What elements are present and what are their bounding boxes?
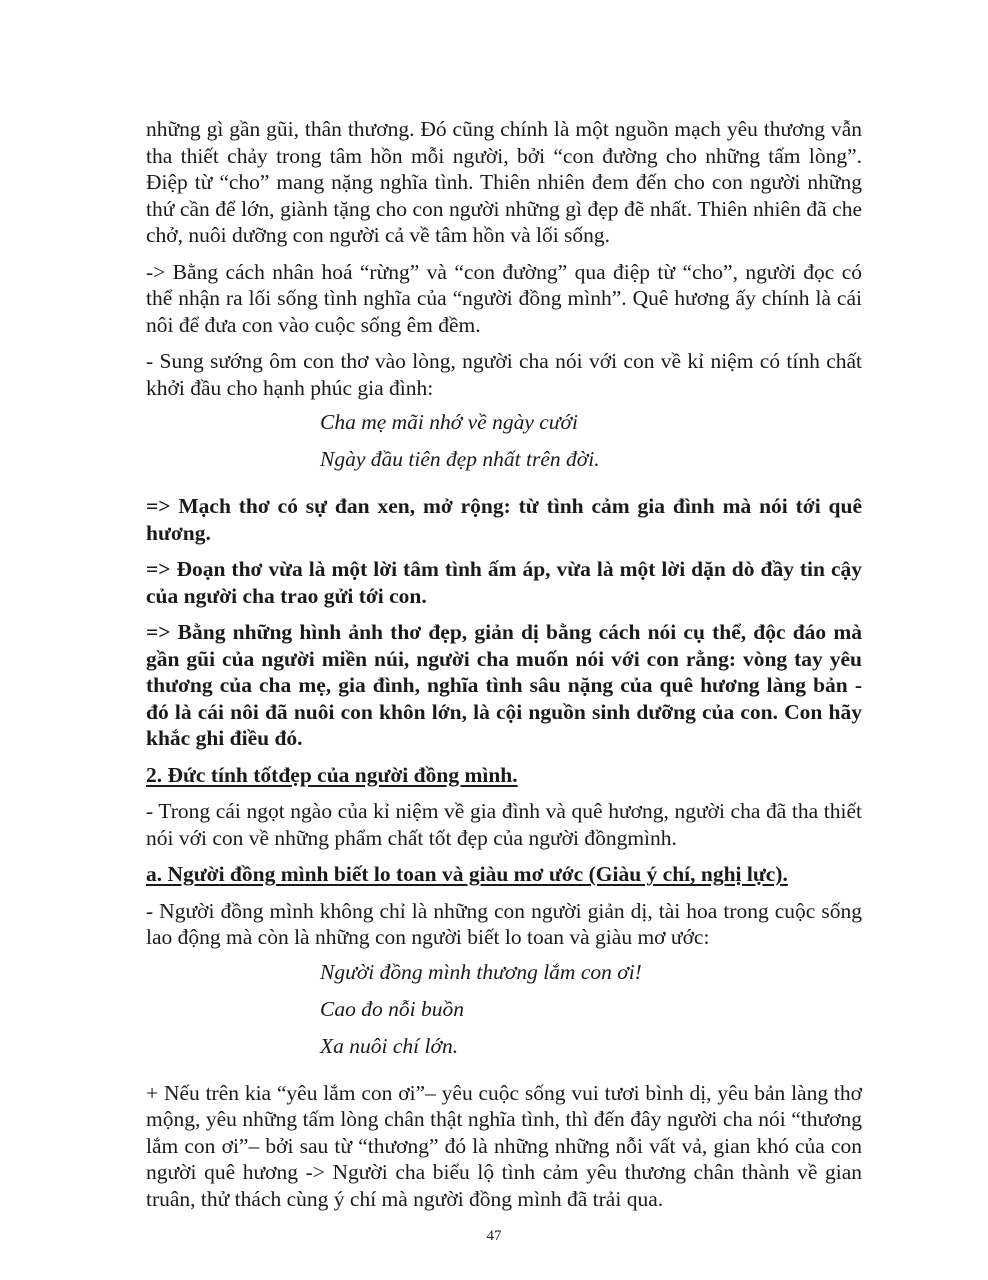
verse-hometown bbox=[320, 959, 862, 1070]
verse-line: Cao đo nỗi buồn bbox=[320, 996, 464, 1021]
verse-line: Ngày đầu tiên đẹp nhất trên đời. bbox=[320, 447, 600, 471]
section-heading-virtues: 2. Đức tính tốtđẹp của người đồng mình. bbox=[146, 762, 518, 787]
page-content bbox=[146, 116, 862, 1222]
verse-line: Cha mẹ mãi nhớ về ngày cưới bbox=[320, 410, 578, 434]
verse-line: Người đồng mình thương lắm con ơi! bbox=[320, 959, 642, 984]
paragraph-nature: những gì gần gũi, thân thương. Đó cũng chính là một nguồn mạch yêu thương vẫn tha thiết chảy trong tâm hồn mỗi người, bởi “con đường cho những tấm lòng”. Điệp từ “cho” mang nặng nghĩa tình. Thiên nhiên đem đến cho con người những thứ cần để lớn, giành tặng cho con người những gì đẹp đẽ nhất. Thiên nhiên đã che chở, nuôi dưỡng con người cả về tâm hồn và lối sống. bbox=[146, 117, 862, 247]
paragraph-love-hardship: + Nếu trên kia “yêu lắm con ơi”– yêu cuộc sống vui tươi bình dị, yêu bản làng thơ mộng, yêu những tấm lòng chân thật nghĩa tình, thì đến đây người cha nói “thương lắm con ơi”– bởi sau từ “thương” đó là những những nỗi vất vả, gian khó của con người quê hương -> Người cha biểu lộ tình cảm yêu thương chân thành về gian truân, thử thách cùng ý chí mà người đồng mình đã trải qua. bbox=[146, 1080, 862, 1211]
conclusion-images: => Bằng những hình ảnh thơ đẹp, giản dị bằng cách nói cụ thể, độc đáo mà gần gũi của người miền núi, người cha muốn nói với con rằng: vòng tay yêu thương của cha mẹ, gia đình, nghĩa tình sâu nặng của quê hương làng bản - đó là cái nôi đã nuôi con khôn lớn, là cội nguồn sinh dưỡng của con. Con hãy khắc ghi điều đó. bbox=[146, 620, 862, 750]
conclusion-advice: => Đoạn thơ vừa là một lời tâm tình ấm áp, vừa là một lời dặn dò đầy tin cậy của người cha trao gửi tới con. bbox=[146, 557, 862, 608]
paragraph-virtues-intro: - Trong cái ngọt ngào của kỉ niệm về gia đình và quê hương, người cha đã tha thiết nói với con về những phẩm chất tốt đẹp của người đồngmình. bbox=[146, 799, 862, 850]
paragraph-aspirations: - Người đồng mình không chỉ là những con người giản dị, tài hoa trong cuộc sống lao động mà còn là những con người biết lo toan và giàu mơ ước: bbox=[146, 898, 862, 949]
paragraph-wedding-memory: - Sung sướng ôm con thơ vào lòng, người cha nói với con về kỉ niệm có tính chất khởi đầu cho hạnh phúc gia đình: bbox=[146, 349, 862, 400]
subsection-heading-a: a. Người đồng mình biết lo toan và giàu mơ ước (Giàu ý chí, nghị lực). bbox=[146, 862, 788, 886]
paragraph-personification: -> Bằng cách nhân hoá “rừng” và “con đường” qua điệp từ “cho”, người đọc có thể nhận ra lối sống tình nghĩa của “người đồng mình”. Quê hương ấy chính là cái nôi để đưa con vào cuộc sống êm đềm. bbox=[146, 259, 862, 337]
verse-wedding bbox=[320, 409, 862, 483]
verse-line: Xa nuôi chí lớn. bbox=[320, 1033, 459, 1058]
page-number: 47 bbox=[486, 1228, 502, 1244]
conclusion-expansion: => Mạch thơ có sự đan xen, mở rộng: từ tình cảm gia đình mà nói tới quê hương. bbox=[146, 494, 862, 545]
